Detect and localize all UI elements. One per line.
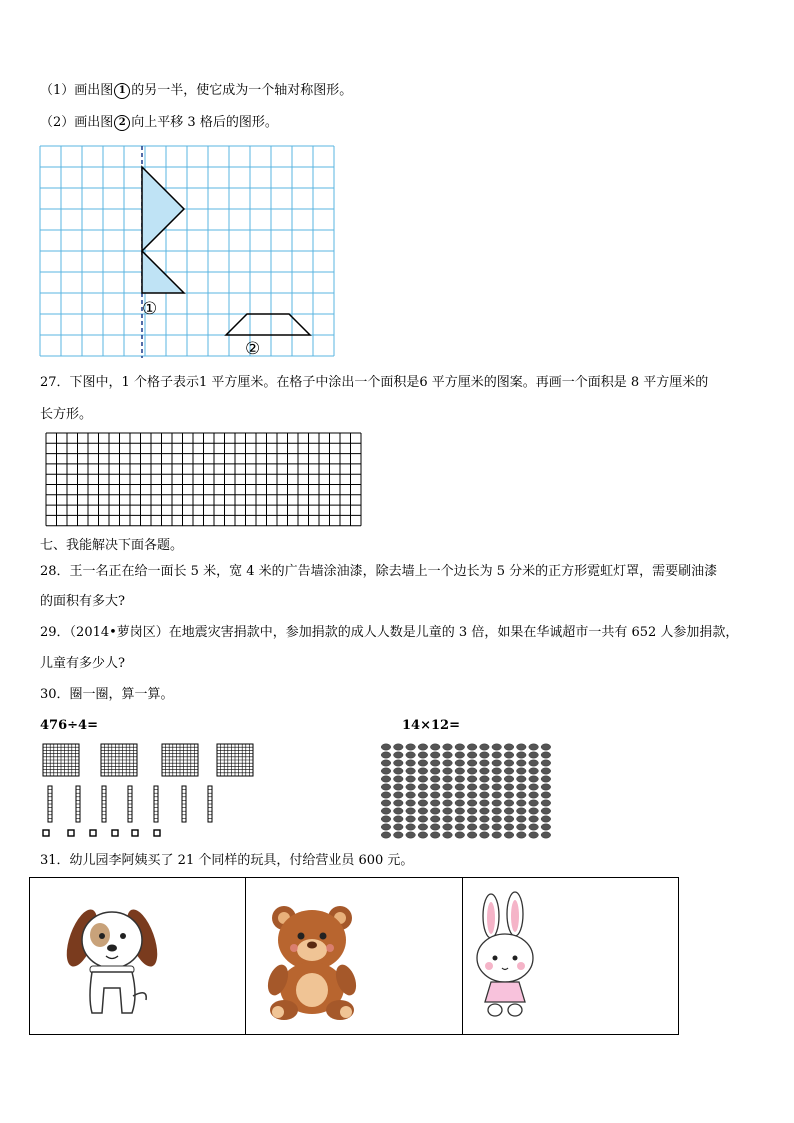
unit-cube (112, 830, 118, 836)
dot (381, 832, 391, 838)
dot (406, 832, 416, 838)
dot (394, 816, 404, 822)
ten-rod (128, 786, 132, 822)
shape-2-label: ② (245, 339, 261, 359)
ten-rod (208, 786, 212, 822)
dot (455, 744, 465, 750)
ten-rod (48, 786, 52, 822)
base-ten-blocks (40, 744, 270, 844)
dot (517, 784, 527, 790)
dot (394, 776, 404, 782)
q29-line2: 儿童有多少人? (40, 656, 125, 671)
dot (492, 832, 502, 838)
dot (381, 792, 391, 798)
q31-text: 31．幼儿园李阿姨买了 21 个同样的玩具，付给营业员 600 元。 (40, 853, 414, 868)
dot (517, 824, 527, 830)
ten-rod (182, 786, 186, 822)
grid-lines (40, 146, 334, 356)
dot (443, 784, 453, 790)
dot (467, 760, 477, 766)
dot (504, 816, 514, 822)
dot (443, 824, 453, 830)
dot (517, 800, 527, 806)
dot (480, 760, 490, 766)
dot (394, 832, 404, 838)
dot (541, 816, 551, 822)
hundred-block (43, 744, 79, 776)
dot (443, 800, 453, 806)
dot (492, 760, 502, 766)
toy-table (29, 877, 679, 1035)
dot (504, 768, 514, 774)
dot (406, 760, 416, 766)
dot (480, 784, 490, 790)
dot (541, 800, 551, 806)
dot (529, 760, 539, 766)
dot (455, 808, 465, 814)
dot (492, 752, 502, 758)
ten-rod (154, 786, 158, 822)
rabbit-icon (463, 878, 679, 1034)
dot (430, 832, 440, 838)
dot (467, 776, 477, 782)
dot (443, 760, 453, 766)
dot (517, 792, 527, 798)
dot (492, 744, 502, 750)
dot (480, 816, 490, 822)
q30-expr2: 14×12= (402, 718, 460, 733)
dot (480, 824, 490, 830)
dot (517, 776, 527, 782)
dot (381, 784, 391, 790)
dot (517, 768, 527, 774)
dot (541, 752, 551, 758)
dot (467, 832, 477, 838)
dot (418, 776, 428, 782)
dot (418, 800, 428, 806)
dot (529, 768, 539, 774)
dot (443, 832, 453, 838)
dots (381, 744, 551, 838)
dot (430, 816, 440, 822)
dot (541, 784, 551, 790)
shape-1-label: ① (142, 299, 158, 319)
dot (480, 768, 490, 774)
bear-icon (246, 878, 462, 1034)
dot (467, 768, 477, 774)
dot (406, 752, 416, 758)
dot (455, 768, 465, 774)
ten-rod (102, 786, 106, 822)
dot (480, 752, 490, 758)
dot (492, 816, 502, 822)
q28-line2: 的面积有多大? (40, 594, 125, 609)
dot (443, 808, 453, 814)
dot (394, 792, 404, 798)
q29-line1: 29．（2014•萝岗区）在地震灾害捐款中，参加捐款的成人人数是儿童的 3 倍，如果在华诚超市一共有 652 人参加捐款， (40, 625, 739, 640)
dot (443, 792, 453, 798)
dot (541, 832, 551, 838)
dot (529, 832, 539, 838)
dot (418, 744, 428, 750)
dot (467, 816, 477, 822)
dot (504, 824, 514, 830)
dot (541, 744, 551, 750)
dot (443, 768, 453, 774)
dot (443, 816, 453, 822)
toy-cell-rabbit (463, 878, 678, 1034)
dot (492, 784, 502, 790)
dot (504, 808, 514, 814)
dot (541, 792, 551, 798)
dot (517, 808, 527, 814)
dot (406, 744, 416, 750)
dot (541, 768, 551, 774)
dot (541, 776, 551, 782)
dot (492, 768, 502, 774)
dot (381, 824, 391, 830)
dot (504, 752, 514, 758)
dot (394, 760, 404, 766)
dot (480, 808, 490, 814)
dot (394, 808, 404, 814)
dot (381, 808, 391, 814)
dot (467, 752, 477, 758)
dot (504, 800, 514, 806)
dot (394, 768, 404, 774)
dot (517, 752, 527, 758)
dot (467, 744, 477, 750)
dot (455, 800, 465, 806)
dot (455, 776, 465, 782)
dot (406, 800, 416, 806)
dot (455, 816, 465, 822)
toy-cell-dog (30, 878, 246, 1034)
dot (406, 768, 416, 774)
dot (430, 784, 440, 790)
dot (517, 744, 527, 750)
dot (406, 808, 416, 814)
dot (430, 824, 440, 830)
dot (492, 792, 502, 798)
dot (443, 752, 453, 758)
hundred-block (101, 744, 137, 776)
dot (381, 768, 391, 774)
dot (541, 808, 551, 814)
dot (430, 752, 440, 758)
dot (418, 768, 428, 774)
q26-part2: （2）画出图 2 向上平移 3 格后的图形。 (40, 115, 278, 130)
blocks (43, 744, 253, 836)
circled-number-2: 2 (114, 115, 130, 131)
dot (418, 784, 428, 790)
dot (394, 800, 404, 806)
dot (394, 744, 404, 750)
dot (381, 816, 391, 822)
toy-cell-bear (246, 878, 462, 1034)
dot (504, 744, 514, 750)
dot (529, 792, 539, 798)
unit-cube (154, 830, 160, 836)
dot-array (378, 742, 558, 842)
dot (504, 760, 514, 766)
dot (455, 784, 465, 790)
dot (529, 800, 539, 806)
dot (467, 800, 477, 806)
dot (430, 792, 440, 798)
q30-title: 30．圈一圈，算一算。 (40, 687, 174, 702)
dot (492, 800, 502, 806)
dot (480, 776, 490, 782)
dog-icon (30, 878, 246, 1034)
dot (504, 792, 514, 798)
dot (504, 832, 514, 838)
dot (492, 776, 502, 782)
dot (381, 752, 391, 758)
dot (418, 816, 428, 822)
q26-part1: （1）画出图 1 的另一半，使它成为一个轴对称图形。 (40, 83, 353, 98)
dot (443, 744, 453, 750)
dot (529, 752, 539, 758)
dot (529, 824, 539, 830)
dot (529, 744, 539, 750)
dot (480, 800, 490, 806)
symmetry-grid (40, 146, 330, 358)
unit-cube (43, 830, 49, 836)
unit-cube (90, 830, 96, 836)
dot (406, 776, 416, 782)
hundred-block (217, 744, 253, 776)
q27-line1: 27．下图中，1 个格子表示1 平方厘米。在格子中涂出一个面积是6 平方厘米的图案。再画一个面积是 8 平方厘米的 (40, 375, 709, 390)
dot (492, 824, 502, 830)
hundred-block (162, 744, 198, 776)
dot (394, 784, 404, 790)
q30-expr1: 476÷4= (40, 718, 98, 733)
area-grid (46, 433, 366, 527)
dot (455, 832, 465, 838)
dot (467, 824, 477, 830)
dot (504, 784, 514, 790)
dot (406, 792, 416, 798)
dot (381, 776, 391, 782)
dot (430, 744, 440, 750)
dot (430, 760, 440, 766)
dot (381, 800, 391, 806)
dot (529, 776, 539, 782)
dot (541, 760, 551, 766)
dot (455, 824, 465, 830)
dot (430, 808, 440, 814)
dot (418, 792, 428, 798)
dot (430, 768, 440, 774)
dot (480, 832, 490, 838)
dot (394, 752, 404, 758)
dot (406, 816, 416, 822)
dot (381, 760, 391, 766)
dot (517, 816, 527, 822)
dot (418, 760, 428, 766)
dot (455, 752, 465, 758)
dot (467, 784, 477, 790)
dot (492, 808, 502, 814)
grid-lines (46, 433, 361, 526)
dot (480, 744, 490, 750)
unit-cube (132, 830, 138, 836)
section-heading: 七、我能解决下面各题。 (40, 538, 184, 553)
q28-line1: 28．王一名正在给一面长 5 米，宽 4 米的广告墙涂油漆，除去墙上一个边长为 5 分米的正方形霓虹灯罩，需要刷油漆 (40, 564, 718, 579)
dot (430, 776, 440, 782)
dot (418, 752, 428, 758)
dot (455, 760, 465, 766)
dot (418, 808, 428, 814)
dot (406, 784, 416, 790)
ten-rod (76, 786, 80, 822)
dot (541, 824, 551, 830)
dot (406, 824, 416, 830)
dot (467, 808, 477, 814)
dot (394, 824, 404, 830)
dot (517, 832, 527, 838)
dot (517, 760, 527, 766)
unit-cube (68, 830, 74, 836)
circled-number-1: 1 (114, 83, 130, 99)
dot (418, 824, 428, 830)
dot (529, 808, 539, 814)
dot (529, 816, 539, 822)
dot (381, 744, 391, 750)
dot (430, 800, 440, 806)
dot (455, 792, 465, 798)
dot (480, 792, 490, 798)
dot (418, 832, 428, 838)
dot (529, 784, 539, 790)
q27-line2: 长方形。 (40, 407, 93, 422)
dot (467, 792, 477, 798)
shape-2-trapezoid (226, 314, 310, 335)
dot (504, 776, 514, 782)
dot (443, 776, 453, 782)
